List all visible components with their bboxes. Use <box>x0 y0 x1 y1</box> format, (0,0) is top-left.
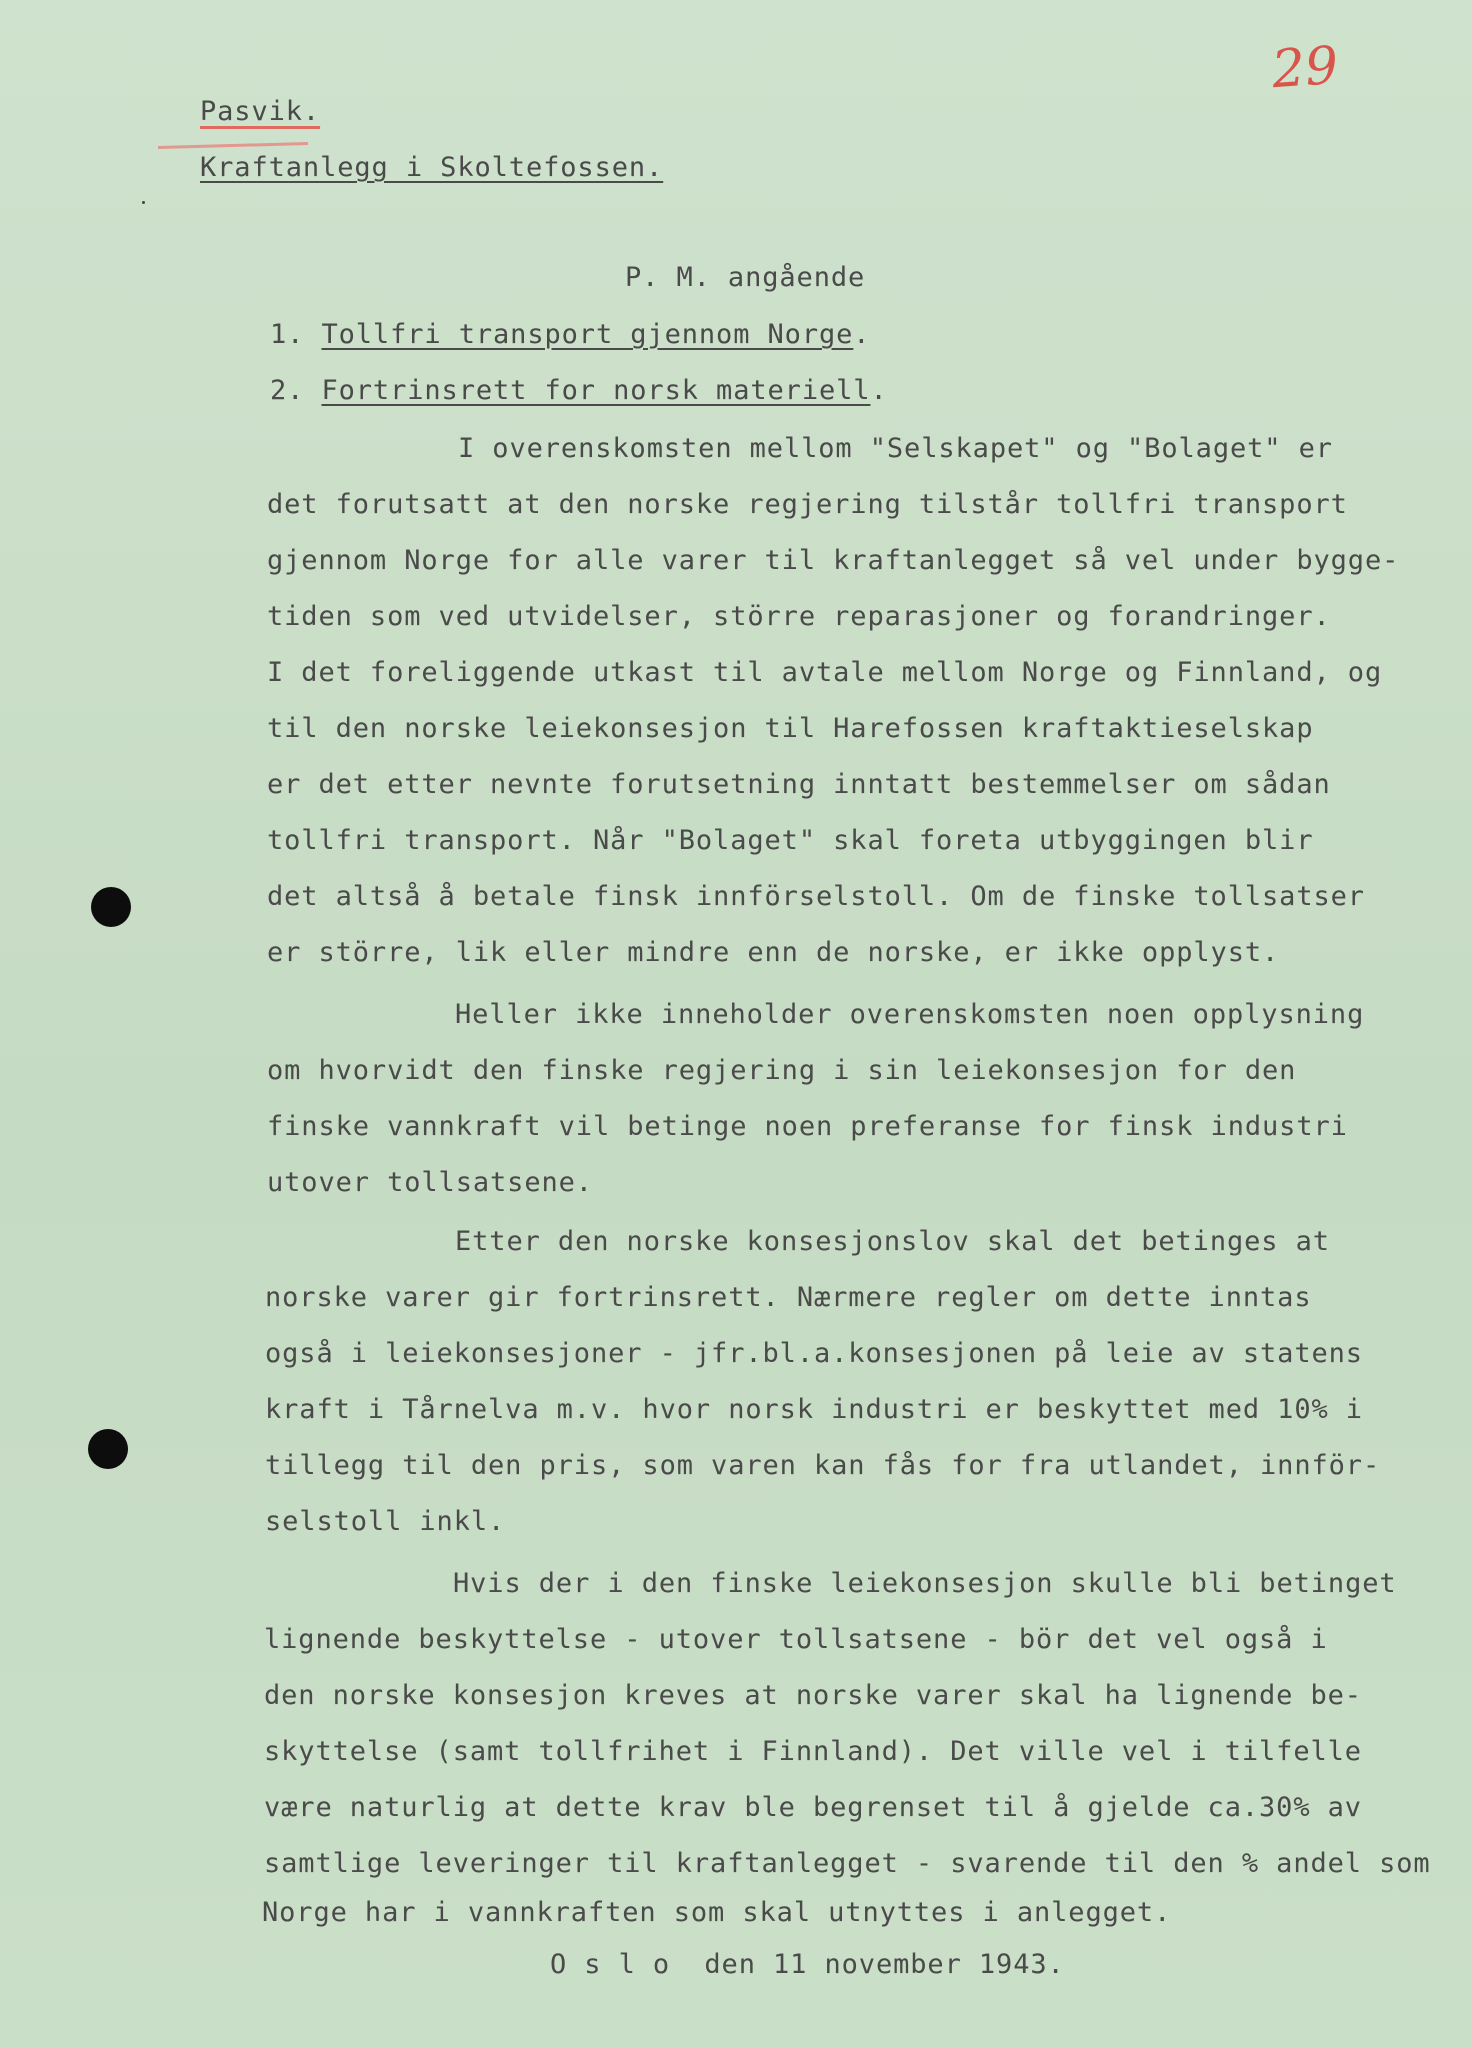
body-line: norske varer gir fortrinsrett. Nærmere regler om dette inntas <box>265 1282 1312 1313</box>
punch-hole-upper <box>91 887 131 927</box>
body-line: er det etter nevnte forutsetning inntatt bestemmelser om sådan <box>267 769 1331 800</box>
body-line: Heller ikke inneholder overenskomsten noen opplysning <box>455 999 1365 1030</box>
body-line: den norske konsesjon kreves at norske varer skal ha lignende be- <box>264 1680 1362 1711</box>
memo-title: P. M. angående <box>625 262 866 293</box>
body-line: finske vannkraft vil betinge noen preferanse for finsk industri <box>267 1111 1348 1142</box>
body-line: være naturlig at dette krav ble begrenset til å gjelde ca.30% av <box>264 1792 1362 1823</box>
header-subject: Kraftanlegg i Skoltefossen. <box>200 152 664 183</box>
memo-item-1-text: 1. Tollfri transport gjennom Norge. <box>270 319 871 350</box>
body-line: kraft i Tårnelva m.v. hvor norsk industri er beskyttet med 10% i <box>265 1394 1363 1425</box>
body-line: er större, lik eller mindre enn de norske, er ikke opplyst. <box>267 937 1280 968</box>
memo-item-2 <box>270 374 888 408</box>
ink-speck <box>142 201 145 204</box>
body-line: Etter den norske konsesjonslov skal det betinges at <box>455 1226 1330 1257</box>
punch-hole-lower <box>88 1429 128 1469</box>
body-line: det altså å betale finsk innförselstoll. Om de finske tollsatser <box>267 881 1365 912</box>
body-line: tillegg til den pris, som varen kan fås for fra utlandet, innför- <box>265 1450 1381 1481</box>
body-line: tollfri transport. Når "Bolaget" skal foreta utbyggingen blir <box>267 825 1314 856</box>
body-line: I overenskomsten mellom "Selskapet" og "Bolaget" er <box>458 433 1333 464</box>
body-line: skyttelse (samt tollfrihet i Finnland). Det ville vel i tilfelle <box>264 1736 1362 1767</box>
body-line: om hvorvidt den finske regjering i sin leiekonsesjon for den <box>267 1055 1297 1086</box>
signoff-date: O s l o den 11 november 1943. <box>550 1949 1065 1980</box>
body-line: utover tollsatsene. <box>267 1167 593 1198</box>
red-pencil-underline <box>158 142 308 149</box>
body-line: tiden som ved utvidelser, större reparasjoner og forandringer. <box>267 601 1331 632</box>
body-line: samtlige leveringer til kraftanlegget - svarende til den % andel som <box>264 1848 1431 1879</box>
body-line: Norge har i vannkraften som skal utnyttes i anlegget. <box>262 1897 1172 1928</box>
memo-item-2-text: 2. Fortrinsrett for norsk materiell. <box>270 375 888 406</box>
header-place: Pasvik. <box>200 96 321 127</box>
body-line: til den norske leiekonsesjon til Harefossen kraftaktieselskap <box>267 713 1314 744</box>
body-line: også i leiekonsesjoner - jfr.bl.a.konsesjonen på leie av statens <box>265 1338 1363 1369</box>
body-line: lignende beskyttelse - utover tollsatsene - bör det vel også i <box>264 1624 1328 1655</box>
body-line: I det foreliggende utkast til avtale mellom Norge og Finnland, og <box>267 657 1383 688</box>
body-line: selstoll inkl. <box>265 1506 506 1537</box>
memo-item-1 <box>270 318 870 352</box>
folio-number: 29 <box>1269 35 1341 101</box>
body-line: gjennom Norge for alle varer til kraftanlegget så vel under bygge- <box>267 545 1400 576</box>
body-line: Hvis der i den finske leiekonsesjon skulle bli betinget <box>453 1568 1397 1599</box>
body-line: det forutsatt at den norske regjering tilstår tollfri transport <box>267 489 1348 520</box>
